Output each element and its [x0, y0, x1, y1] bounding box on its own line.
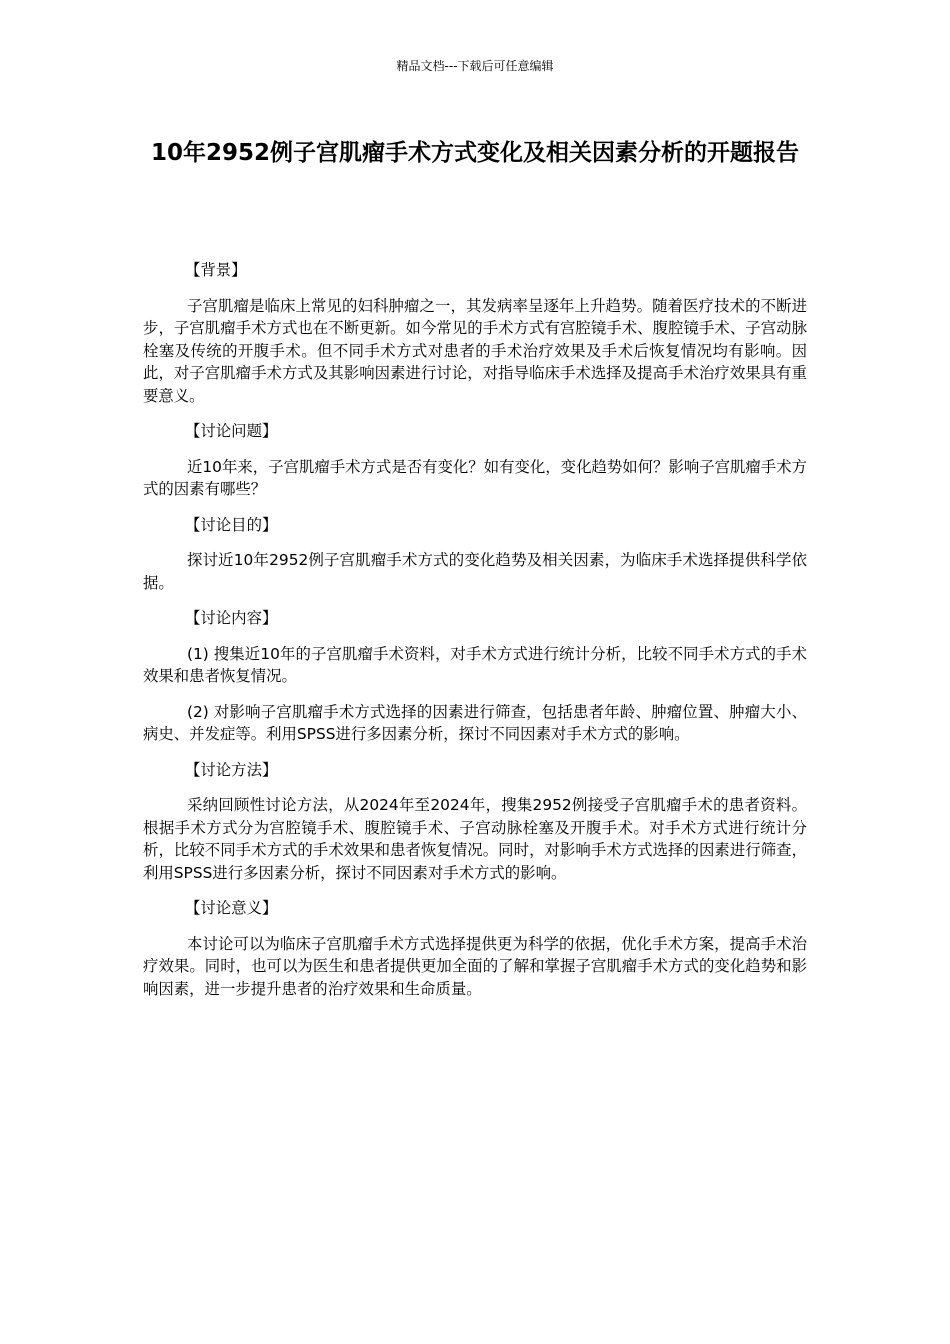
section-heading-content: 【讨论内容】 [185, 609, 278, 627]
page-header: 精品文档---下载后可任意编辑 [396, 59, 554, 73]
document-title: 10年2952例子宫肌瘤手术方式变化及相关因素分析的开题报告 [150, 140, 800, 166]
section-heading-significance: 【讨论意义】 [185, 899, 278, 917]
section-heading-purpose: 【讨论目的】 [185, 515, 278, 534]
section-heading-background: 【背景】 [185, 261, 247, 279]
section-heading-method: 【讨论方法】 [185, 760, 278, 779]
section-text-method: 采纳回顾性讨论方法，从2024年至2024年，搜集2952例接受子宫肌瘤手术的患者资料。根据手术方式分为宫腔镜手术、腹腔镜手术、子宫动脉栓塞及开腹手术。对手术方式进行统计分析，比较不同手术方式的手术效果和患者恢复情况。同时，对影响手术方式选择的因素进行筛查，利用SPSS进行多因素分析，探讨不同因素对手术方式的影响。 [143, 796, 807, 882]
section-heading-question: 【讨论问题】 [185, 422, 278, 440]
section-text-content-item-1: (1) 搜集近10年的子宫肌瘤手术资料，对手术方式进行统计分析，比较不同手术方式的手术效果和患者恢复情况。 [143, 644, 807, 685]
section-text-content-item-2: (2) 对影响子宫肌瘤手术方式选择的因素进行筛查，包括患者年龄、肿瘤位置、肿瘤大小、病史、并发症等。利用SPSS进行多因素分析，探讨不同因素对手术方式的影响。 [143, 702, 807, 743]
section-text-question: 近10年来，子宫肌瘤手术方式是否有变化？如有变化，变化趋势如何？影响子宫肌瘤手术方式的因素有哪些？ [143, 457, 807, 498]
section-text-background: 子宫肌瘤是临床上常见的妇科肿瘤之一，其发病率呈逐年上升趋势。随着医疗技术的不断进步，子宫肌瘤手术方式也在不断更新。如今常见的手术方式有宫腔镜手术、腹腔镜手术、子宫动脉栓塞及传统的开腹手术。但不同手术方式对患者的手术治疗效果及手术后恢复情况均有影响。因此，对子宫肌瘤手术方式及其影响因素进行讨论，对指导临床手术选择及提高手术治疗效果具有重要意义。 [143, 296, 807, 405]
section-text-purpose: 探讨近10年2952例子宫肌瘤手术方式的变化趋势及相关因素，为临床手术选择提供科学依据。 [143, 551, 807, 592]
document-body [143, 259, 807, 1013]
section-text-significance: 本讨论可以为临床子宫肌瘤手术方式选择提供更为科学的依据，优化手术方案，提高手术治疗效果。同时，也可以为医生和患者提供更加全面的了解和掌握子宫肌瘤手术方式的变化趋势和影响因素，进一步提升患者的治疗效果和生命质量。 [143, 934, 807, 998]
